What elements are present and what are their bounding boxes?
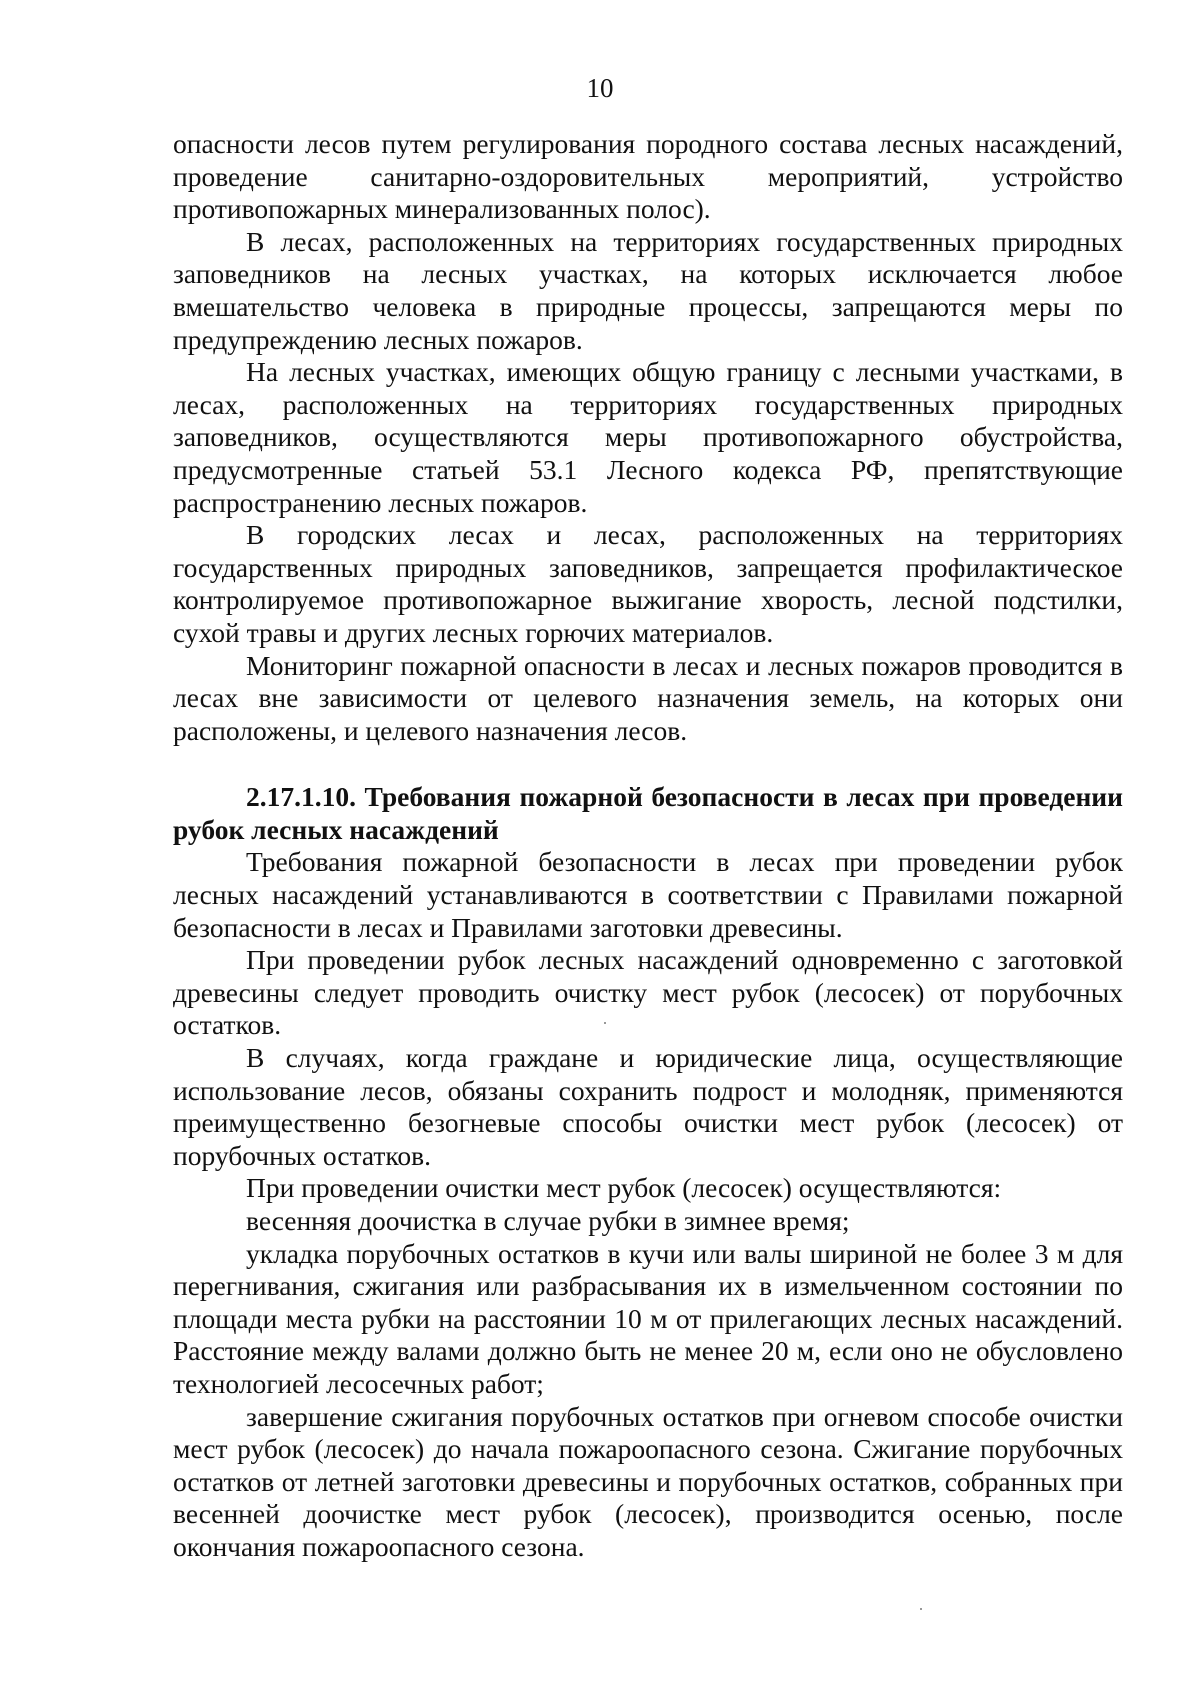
section-heading: 2.17.1.10. Требования пожарной безопасности в лесах при проведении рубок лесных насаждений	[173, 781, 1123, 845]
paragraph-adjacent-plots: На лесных участках, имеющих общую границу с лесными участками, в лесах, расположенных на территориях государственных природных заповедников, осуществляются меры противопожарного обустройства, предусмотренные статьей 53.1 Лесного кодекса РФ, препятствующие распространению лесных пожаров.	[173, 356, 1123, 518]
paragraph-burning-prohibition: В городских лесах и лесах, расположенных на территориях государственных природных заповедников, запрещается профилактическое контролируемое противопожарное выжигание хворость, лесной подстилки, сухой травы и других лесных горючих материалов.	[173, 519, 1123, 648]
page-number: 10	[586, 73, 614, 103]
list-item-spring-cleaning: весенняя доочистка в случае рубки в зимнее время;	[246, 1205, 850, 1236]
list-item-stacking-residues: укладка порубочных остатков в кучи или валы шириной не более 3 м для перегнивания, сжигания или разбрасывания их в измельченном состоянии по площади места рубки на расстоянии 10 м от прилегающих лесных насаждений. Расстояние между валами должно быть не менее 20 м, если оно не обусловлено технологией лесосечных работ;	[173, 1237, 1123, 1399]
paragraph-non-fire-methods: В случаях, когда граждане и юридические лица, осуществляющие использование лесов, обязаны сохранить подрост и молодняк, применяются преимущественно безогневые способы очистки мест рубок (лесосек) от порубочных остатков.	[173, 1042, 1123, 1171]
list-item-burning-completion: завершение сжигания порубочных остатков при огневом способе очистки мест рубок (лесосек) до начала пожароопасного сезона. Сжигание порубочных остатков от летней заготовки древесины и порубочных остатков, собранных при весенней доочистке мест рубок (лесосек), производится осенью, после окончания пожароопасного сезона.	[173, 1400, 1123, 1562]
paragraph-cleaning-measures-intro: При проведении очистки мест рубок (лесосек) осуществляются:	[246, 1172, 1002, 1204]
paragraph-requirements: Требования пожарной безопасности в лесах при проведении рубок лесных насаждений устанавливаются в соответствии с Правилами пожарной безопасности в лесах и Правилами заготовки древесины.	[173, 846, 1123, 943]
scan-speck	[920, 1608, 922, 1610]
paragraph-cleaning: При проведении рубок лесных насаждений одновременно с заготовкой древесины следует проводить очистку мест рубок (лесосек) от порубочных остатков.	[173, 944, 1123, 1041]
paragraph-reserves-prohibition: В лесах, расположенных на территориях государственных природных заповедников на лесных участках, на которых исключается любое вмешательство человека в природные процессы, запрещаются меры по предупреждению лесных пожаров.	[173, 225, 1123, 355]
paragraph-continuation: опасности лесов путем регулирования породного состава лесных насаждений, проведение санитарно-оздоровительных мероприятий, устройство противопожарных минерализованных полос).	[173, 128, 1123, 225]
document-body	[173, 128, 1123, 1564]
scan-speck	[604, 1022, 606, 1024]
paragraph-monitoring: Мониторинг пожарной опасности в лесах и лесных пожаров проводится в лесах вне зависимости от целевого назначения земель, на которых они расположены, и целевого назначения лесов.	[173, 649, 1123, 746]
